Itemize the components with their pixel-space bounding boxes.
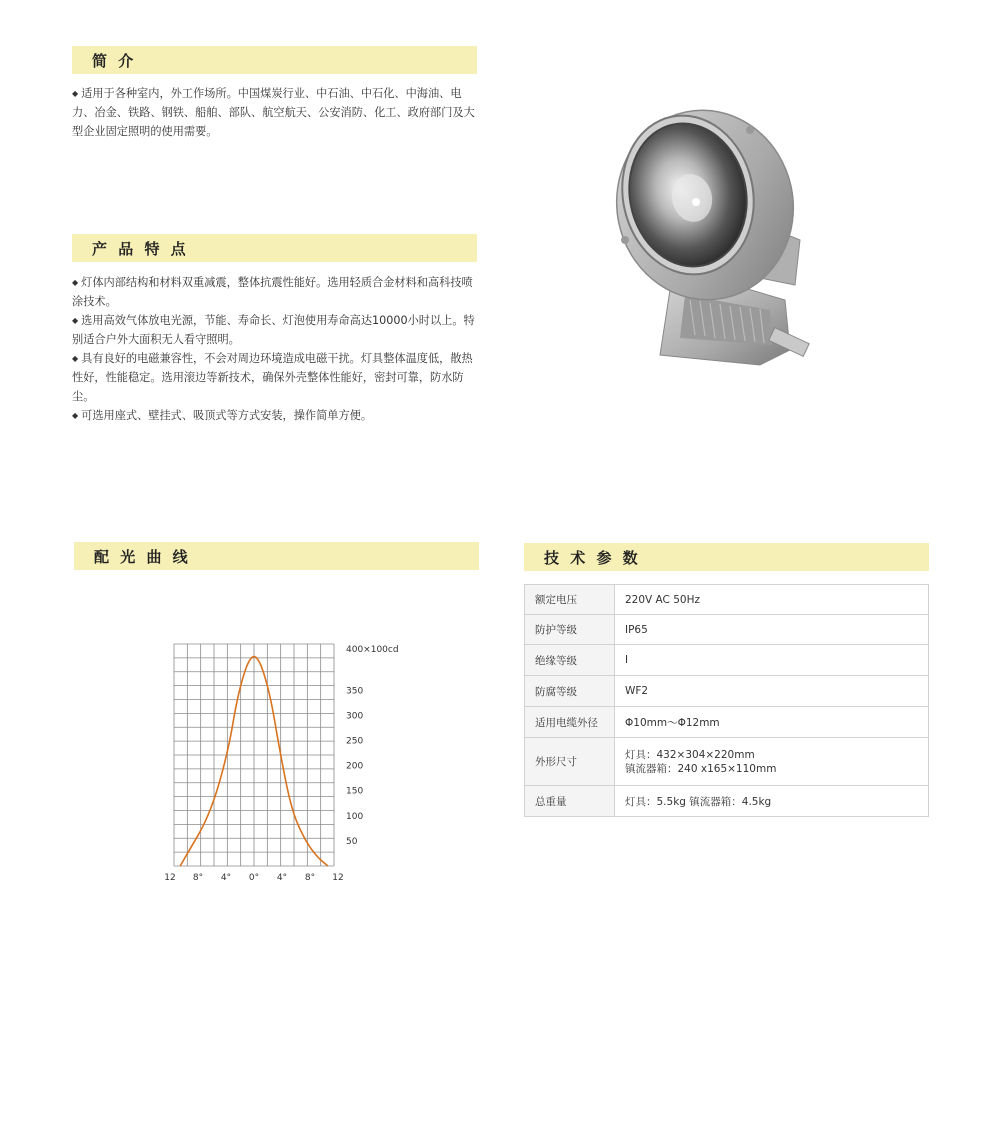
intro-heading: 简 介 xyxy=(72,46,477,74)
spec-value: 灯具：5.5kg 镇流器箱：4.5kg xyxy=(615,786,929,817)
bullet-icon: ◆ xyxy=(72,89,79,98)
y-tick-label: 150 xyxy=(346,786,364,797)
spec-value: Φ10mm～Φ12mm xyxy=(615,707,929,738)
x-tick-label: 8° xyxy=(192,873,204,883)
list-item: ◆ 具有良好的电磁兼容性，不会对周边环境造成电磁干扰。灯具整体温度低，散热性好，性能稳定。选用滚边等新技术，确保外壳整体性能好，密封可靠，防水防尘。 xyxy=(72,352,473,403)
spec-key: 防护等级 xyxy=(525,615,615,645)
floodlight-lamp-image xyxy=(600,100,830,380)
list-item: ◆ 可选用座式、壁挂式、吸顶式等方式安装，操作简单方便。 xyxy=(72,409,373,422)
features-heading: 产 品 特 点 xyxy=(72,234,477,262)
table-row xyxy=(525,585,929,615)
table-row xyxy=(525,786,929,817)
curve-heading: 配 光 曲 线 xyxy=(74,542,479,570)
bullet-icon: ◆ xyxy=(72,278,79,287)
unit-label: 400×100cd xyxy=(346,645,399,655)
spec-value-line: 灯具：432×304×220mm xyxy=(625,748,755,761)
spec-value: I xyxy=(615,645,929,676)
specs-heading: 技 术 参 数 xyxy=(524,543,929,571)
x-tick-label: 8° xyxy=(304,873,316,883)
spec-key: 额定电压 xyxy=(525,585,615,615)
table-row xyxy=(525,645,929,676)
spec-key: 总重量 xyxy=(525,786,615,817)
spec-table xyxy=(524,584,929,817)
spec-key: 绝缘等级 xyxy=(525,645,615,676)
list-item: ◆ 选用高效气体放电光源，节能、寿命长、灯泡使用寿命高达10000小时以上。特别适合户外大面积无人看守照明。 xyxy=(72,314,475,346)
y-tick-label: 250 xyxy=(346,736,364,747)
spec-value: IP65 xyxy=(615,615,929,645)
y-tick-label: 100 xyxy=(346,811,364,822)
features-list xyxy=(72,273,477,425)
x-tick-label: 12 xyxy=(164,873,176,883)
light-distribution-chart xyxy=(160,636,420,886)
y-tick-label: 50 xyxy=(346,836,358,847)
table-row xyxy=(525,676,929,707)
x-tick-label: 0° xyxy=(248,873,260,883)
spec-key: 外形尺寸 xyxy=(525,738,615,786)
table-row xyxy=(525,615,929,645)
bullet-icon: ◆ xyxy=(72,316,79,325)
y-tick-label: 200 xyxy=(346,761,364,772)
intro-text xyxy=(72,84,477,141)
x-tick-label: 12 xyxy=(332,873,344,883)
x-tick-label: 4° xyxy=(220,873,232,883)
table-row xyxy=(525,707,929,738)
spec-key: 防腐等级 xyxy=(525,676,615,707)
spec-value: 220V AC 50Hz xyxy=(615,585,929,615)
y-tick-label: 350 xyxy=(346,686,364,697)
y-tick-label: 300 xyxy=(346,711,364,722)
spec-value-line: 镇流器箱：240 x165×110mm xyxy=(625,762,777,775)
bullet-icon: ◆ xyxy=(72,411,79,420)
intro-body: 适用于各种室内，外工作场所。中国煤炭行业、中石油、中石化、中海油、电力、冶金、铁路、钢铁、船舶、部队、航空航天、公安消防、化工、政府部门及大型企业固定照明的使用需要。 xyxy=(72,87,475,138)
spec-key: 适用电缆外径 xyxy=(525,707,615,738)
spec-value: WF2 xyxy=(615,676,929,707)
spec-value xyxy=(615,738,929,786)
table-row xyxy=(525,738,929,786)
x-tick-label: 4° xyxy=(276,873,288,883)
bullet-icon: ◆ xyxy=(72,354,79,363)
list-item: ◆ 灯体内部结构和材料双重减震，整体抗震性能好。选用轻质合金材料和高科技喷涂技术。 xyxy=(72,276,473,308)
